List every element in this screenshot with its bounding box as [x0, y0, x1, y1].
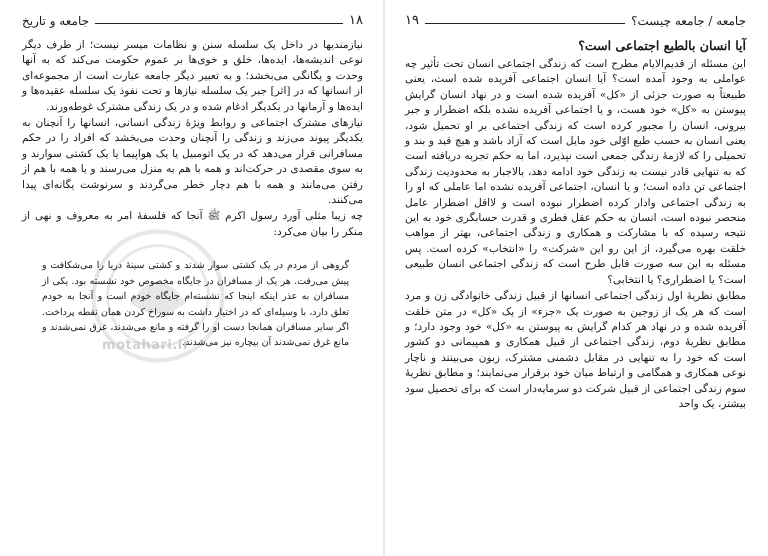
right-running-title: جامعه / جامعه چیست؟	[631, 14, 746, 28]
right-paragraph-1: این مسئله از قدیم‌الایام مطرح است که زندگی اجتماعی انسان تحت تأثیر چه عواملی به وجود آمده است؟ آیا انسان اجتماعی آفریده شده است، یعنی طبیعتاً به صورت جزئی از «کل» آفریده شده است و در نهاد انسان گرایش پیوستن به «کل» خود هست، و یا اجتماعی آفریده نشده بلکه اضطرار و جبر بیرونی، انسان را مجبور کرده است که زندگی اجتماعی بر او تحمیل شود، یعنی انسان به حسب طبع اوّلی خود مایل است که آزاد باشد و هیچ قید و بند و تحمیلی را که لازمهٔ زندگی جمعی است نپذیرد، اما به حکم تجربه دریافته است که به تنهایی قادر نیست به زندگی خود ادامه دهد، بالاجبار به محدودیت زندگی اجتماعی تن داده است؛ و یا انسان، اجتماعی آفریده نشده اما عاملی که او را به زندگی اجتماعی وادار کرده اضطرار نبوده است و لااقل اضطرار عامل منحصر نبوده است، انسان به حکم عقل فطری و قدرت حسابگری خود به این نتیجه رسیده که با مشارکت و همکاری و زندگی اجتماعی، بهتر از مواهب خلقت بهره می‌گیرد، از این رو این «شرکت» را «انتخاب» کرده است. پس مسئله به این سه صورت قابل طرح است که زندگی اجتماعی انسان طبیعی است؟ یا اضطراری؟ یا انتخابی؟	[405, 58, 746, 286]
right-page	[385, 0, 768, 556]
left-running-title: جامعه و تاریخ	[22, 14, 90, 28]
hadith-quote: گروهی از مردم در یک کشتی سوار شدند و کشتی سینهٔ دریا را می‌شکافت و پیش می‌رفت. هر یک از مسافران در جایگاه مخصوص خود نشسته بود. یکی از مسافران به عذر اینکه اینجا که نشسته‌ام جایگاه خودم است و آنجا به خودم تعلق دارد، با وسیله‌ای که در اختیار داشت به سوراخ کردن همان نقطه پرداخت. اگر سایر مسافران همانجا دست او را گرفته و مانع می‌شدند، غرق نمی‌شدند و مانع غرق نمی‌شدند آن بیچاره نیز می‌شدند.	[42, 260, 349, 349]
section-heading: آیا انسان بالطبع اجتماعی است؟	[578, 38, 746, 53]
right-page-number: ۱۹	[405, 13, 419, 28]
right-header-rule	[425, 23, 625, 24]
left-header-rule	[95, 23, 343, 24]
right-running-head	[405, 12, 746, 28]
left-running-head	[22, 12, 363, 28]
left-paragraph-1: نیازمندیها در داخل یک سلسله سنن و نظامات میسر نیست؛ از طرف دیگر نوعی اندیشه‌ها، ایده‌ها، خلق و خوی‌ها بر عموم حکومت می‌کند که به آنها وحدت و یگانگی می‌بخشد؛ و به تعبیر دیگر جامعه عبارت است از مجموعه‌ای از انسانها که در [اثر] جبر یک سلسله نیازها و تحت نفوذ یک سلسله عقیده‌ها و ایده‌ها و آرمانها در یکدیگر ادغام شده و در یک زندگی مشترک غوطه‌ورند.	[22, 39, 363, 113]
watermark-text: motahari.ir	[102, 338, 190, 353]
right-paragraph-2: مطابق نظریهٔ اول زندگی اجتماعی انسانها از قبیل زندگی خانوادگی زن و مرد است که هر یک از زوجین به صورت یک «جزء» از یک «کل» در متن خلقت آفریده شده و در نهاد هر کدام گرایش به پیوستن به «کل» خود وجود دارد؛ و مطابق نظریهٔ دوم، زندگی اجتماعی از قبیل همکاری و همپیمانی دو کشور است که خود را به تنهایی در مقابل دشمنی مشترک، زبون می‌بینند و ناچار نوعی همکاری و همگامی و ارتباط میان خود برقرار می‌نمایند؛ و مطابق نظریهٔ سوم زندگی اجتماعی از قبیل شرکت دو سرمایه‌دار است که برای تحصیل سود بیشتر، یک واحد	[405, 290, 746, 410]
left-page-number: ۱۸	[349, 13, 363, 28]
left-page	[0, 0, 383, 556]
left-paragraph-2: نیازهای مشترک اجتماعی و روابط ویژهٔ زندگی انسانی، انسانها را آنچنان به یکدیگر پیوند می‌زند و زندگی را آنچنان وحدت می‌بخشد که افراد را در حکم مسافرانی قرار می‌دهد که در یک اتومبیل یا یک هواپیما یا یک کشتی سوارند و به سوی مقصدی در حرکت‌اند و همه با هم به منزل می‌رسند و یا همه با هم از رفتن می‌مانند و همه با هم دچار خطر می‌گردند و سرنوشت یگانه‌ای پیدا می‌کنند.	[22, 117, 363, 207]
left-paragraph-3: چه زیبا مثلی آورد رسول اکرم ﷺ آنجا که فلسفهٔ امر به معروف و نهی از منکر را بیان می‌کرد:	[22, 210, 363, 238]
